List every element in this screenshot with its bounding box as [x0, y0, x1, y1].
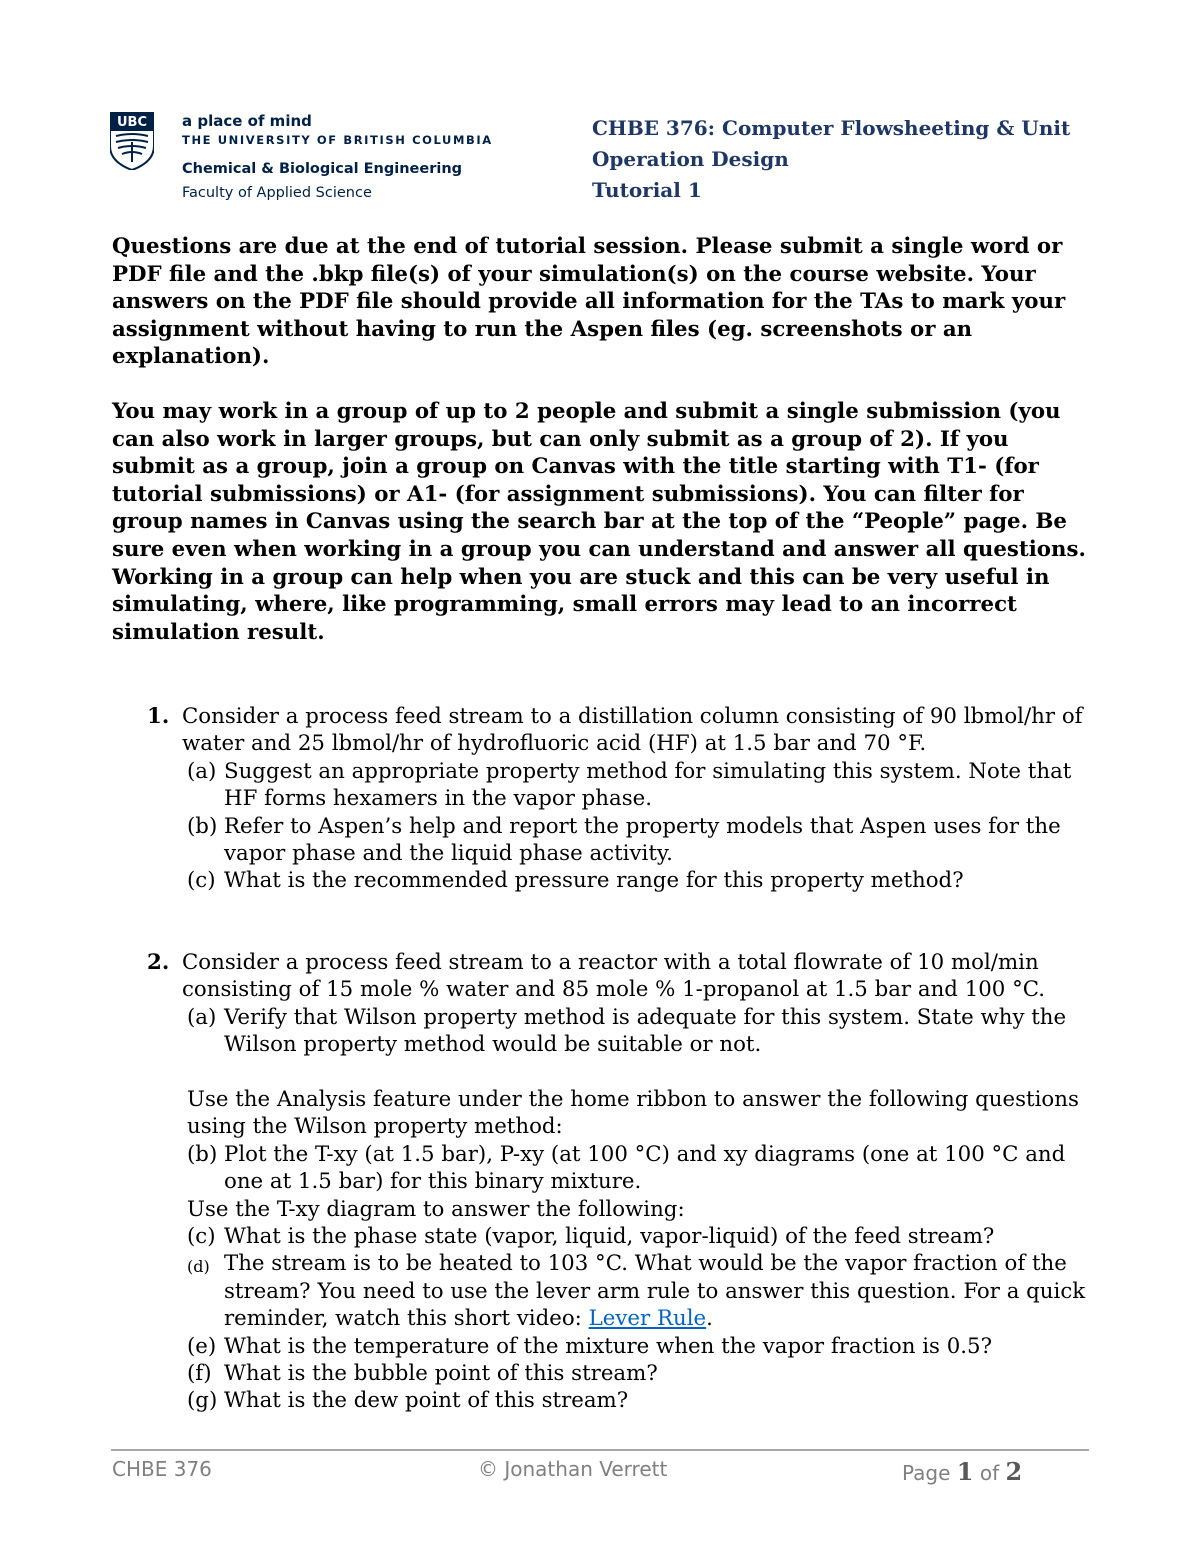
- spacer: [112, 1059, 1092, 1086]
- question-1a-text: Suggest an appropriate property method for simulating this system. Note that HF forms hexamers in the vapor phase.: [224, 758, 1072, 812]
- question-1a-label: (a): [187, 758, 217, 784]
- question-2d-label: (d): [187, 1257, 210, 1277]
- question-2e-text: What is the temperature of the mixture when the vapor fraction is 0.5?: [224, 1333, 993, 1359]
- question-2-text: Consider a process feed stream to a reactor with a total flowrate of 10 mol/min consisting of 15 mole % water and 85 mole % 1-propanol at 1.5 bar and 100 °C.: [182, 950, 1046, 1003]
- of-word: of: [979, 1461, 1000, 1485]
- question-1c: [187, 867, 1092, 894]
- question-2b-text: Plot the T-xy (at 1.5 bar), P-xy (at 100 °C) and xy diagrams (one at 100 °C and one at 1.5 bar) for this binary mixture.: [224, 1141, 1066, 1195]
- course-title-line1: CHBE 376: Computer Flowsheeting & Unit: [592, 116, 1071, 140]
- analysis-instructions: Use the Analysis feature under the home ribbon to answer the following questions using the Wilson property method:: [187, 1087, 1079, 1140]
- instructions-paragraph-1: [112, 233, 1092, 371]
- question-1c-label: (c): [187, 868, 216, 894]
- question-1b: [187, 813, 1092, 868]
- ubc-logo-text: UBC: [116, 115, 148, 130]
- tutorial-title: Tutorial 1: [592, 178, 702, 202]
- question-2d-end: .: [706, 1306, 713, 1332]
- question-2c-label: (c): [187, 1224, 216, 1250]
- question-1b-label: (b): [187, 813, 218, 839]
- question-2f-label: (f): [187, 1361, 212, 1387]
- faculty-name: Faculty of Applied Science: [182, 185, 372, 201]
- question-2e-label: (e): [187, 1333, 217, 1359]
- question-2g-text: What is the dew point of this stream?: [224, 1388, 629, 1414]
- question-1-text: Consider a process feed stream to a distillation column consisting of 90 lbmol/hr of water and 25 lbmol/hr of hydrofluoric acid (HF) at 1.5 bar and 70 °F.: [182, 704, 1083, 757]
- question-2c: [187, 1223, 1092, 1250]
- question-2b-label: (b): [187, 1141, 218, 1167]
- question-2: [112, 949, 1092, 1415]
- question-2g: [187, 1387, 1092, 1414]
- footer-page-number: [902, 1457, 1022, 1486]
- question-2a-label: (a): [187, 1004, 217, 1030]
- instructions-text-1: Questions are due at the end of tutorial session. Please submit a single word or PDF file and the .bkp file(s) of your simulation(s) on the course website. Your answers on the PDF file should provide all information for the TAs to mark your assignment without having to run the Aspen files (eg. screenshots or an explanation).: [112, 234, 1066, 370]
- ubc-wordmark: [182, 112, 493, 202]
- question-2g-label: (g): [187, 1388, 218, 1414]
- instructions-text-2: You may work in a group of up to 2 people and submit a single submission (you can also work in larger groups, but can only submit as a group of 2). If you submit as a group, join a group on Canvas with the title starting with T1- (for tutorial submissions) or A1- (for assignment submissions). You can filter for group names in Canvas using the search bar at the top of the “People” page. Be sure even when working in a group you can understand and answer all questions. Working in a group can help when you are stuck and this can be very useful in simulating, where, like programming, small errors may lead to an incorrect simulation result.: [112, 399, 1086, 645]
- ubc-crest-icon: [110, 112, 154, 170]
- question-2f-text: What is the bubble point of this stream?: [224, 1361, 658, 1387]
- ubc-tagline: a place of mind: [182, 112, 312, 130]
- footer-divider: [111, 1449, 1089, 1451]
- course-title-block: [592, 113, 1070, 206]
- footer-author: © Jonathan Verrett: [478, 1457, 668, 1481]
- department-name: Chemical & Biological Engineering: [182, 161, 463, 177]
- ubc-university-name: THE UNIVERSITY OF BRITISH COLUMBIA: [182, 133, 493, 147]
- question-1b-text: Refer to Aspen’s help and report the property models that Aspen uses for the vapor phase and the liquid phase activity.: [224, 813, 1061, 867]
- question-2a: [187, 1004, 1092, 1059]
- page-current: 1: [956, 1457, 974, 1486]
- question-1a: [187, 758, 1092, 813]
- txy-instructions: Use the T-xy diagram to answer the following:: [187, 1196, 685, 1222]
- question-1-number: 1.: [147, 704, 170, 729]
- question-2e: [187, 1333, 1092, 1360]
- instructions-paragraph-2: [112, 398, 1092, 646]
- page-word: Page: [902, 1461, 951, 1485]
- question-2f: [187, 1360, 1092, 1387]
- question-2a-text: Verify that Wilson property method is adequate for this system. State why the Wilson property method would be suitable or not.: [224, 1004, 1067, 1058]
- question-2d: [187, 1250, 1092, 1332]
- page-total: 2: [1005, 1457, 1023, 1486]
- question-1: [112, 703, 1092, 895]
- course-title-line2: Operation Design: [592, 147, 789, 171]
- lever-rule-link[interactable]: Lever Rule: [588, 1306, 707, 1332]
- question-2-number: 2.: [147, 950, 170, 975]
- question-2d-text: The stream is to be heated to 103 °C. What would be the vapor fraction of the stream? You need to use the lever arm rule to answer this question. For a quick reminder, watch this short video:: [224, 1251, 1086, 1332]
- question-2b: [187, 1141, 1092, 1196]
- question-1c-text: What is the recommended pressure range for this property method?: [224, 868, 964, 894]
- question-2c-text: What is the phase state (vapor, liquid, vapor-liquid) of the feed stream?: [224, 1224, 995, 1250]
- footer-course: CHBE 376: [112, 1457, 212, 1481]
